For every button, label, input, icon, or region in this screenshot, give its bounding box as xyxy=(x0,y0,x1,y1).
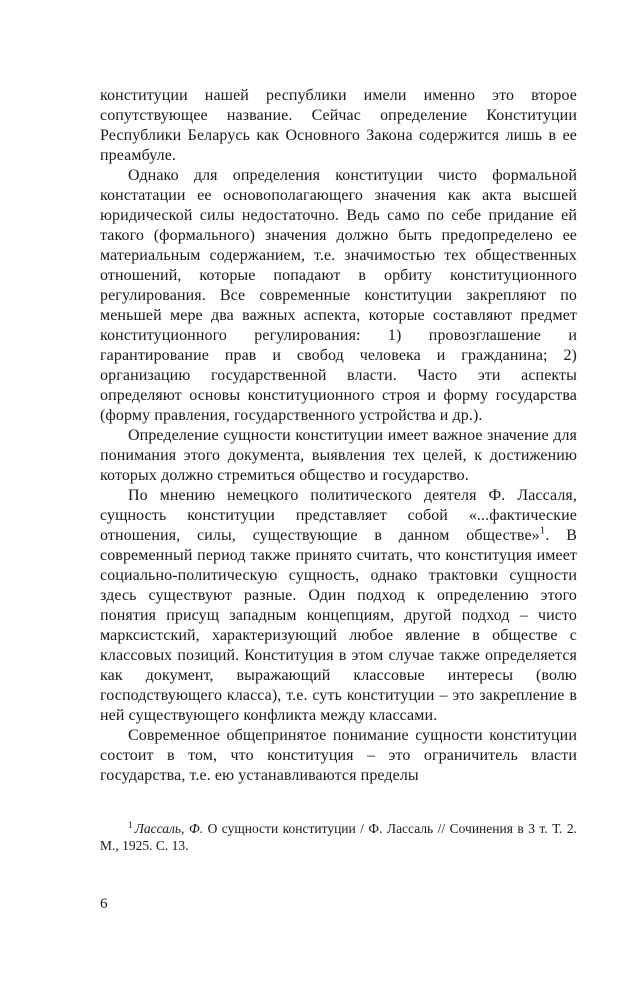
paragraph: Определение сущности конституции имеет важное значение для понимания этого документа, выявления тех целей, к достижению которых должно стремиться общество и государство. xyxy=(100,427,577,484)
paragraph-with-footnote-ref xyxy=(100,486,577,726)
paragraph: Однако для определения конституции чисто формальной констатации ее основополагающего значения как акта высшей юридической силы недостаточно. Ведь само по себе придание ей такого (формального) значения должно быть предопределено ее материальным содержанием, т.е. значимостью тех общественных отношений, которые попадают в орбиту конституционного регулирования. Все современные конституции закрепляют по меньшей мере два важных аспекта, которые составляют предмет конституционного регулирования: 1) провозглашение и гарантирование прав и свобод человека и гражданина; 2) организацию государственной власти. Часто эти аспекты определяют основы конституционного строя и форму государства (форму правления, государственного устройства и др.). xyxy=(100,167,577,424)
footnote-marker: 1 xyxy=(128,820,133,831)
footnote-text: О сущности конституции / Ф. Лассаль // Сочинения в 3 т. Т. 2. М., 1925. С. 13. xyxy=(100,821,577,853)
footnote-reference: 1 xyxy=(539,524,546,537)
paragraph-text: По мнению немецкого политического деятеля Ф. Лассаля, сущность конституции представляет собой «...фактические отношения, силы, существующие в данном обществе» xyxy=(100,487,577,544)
paragraph-text: . В современный период также принято считать, что конституция имеет социально-политическую сущность, однако трактовки сущности здесь существуют разные. Один подход к определению этого понятия присущ западным концепциям, другой подход – чисто марксистский, характеризующий любое явление в обществе с классовых позиций. Конституция в этом случае также определяется как документ, выражающий классовые интересы (волю господствующего класса), т.е. суть конституции – это закрепление в ней существующего конфликта между классами. xyxy=(100,527,577,724)
main-text xyxy=(100,86,577,786)
paragraph-continuation: конституции нашей республики имели именно это второе сопутствующее название. Сейчас определение Конституции Республики Беларусь как Основного Закона содержится лишь в ее преамбуле. xyxy=(100,87,577,164)
footnote-author: Лассаль, Ф. xyxy=(134,821,204,836)
paragraph: Современное общепринятое понимание сущности конституции состоит в том, что конституция – это ограничитель власти государства, т.е. ею устанавливаются пределы xyxy=(100,727,577,784)
footnote xyxy=(100,820,577,854)
page-number: 6 xyxy=(100,896,108,912)
